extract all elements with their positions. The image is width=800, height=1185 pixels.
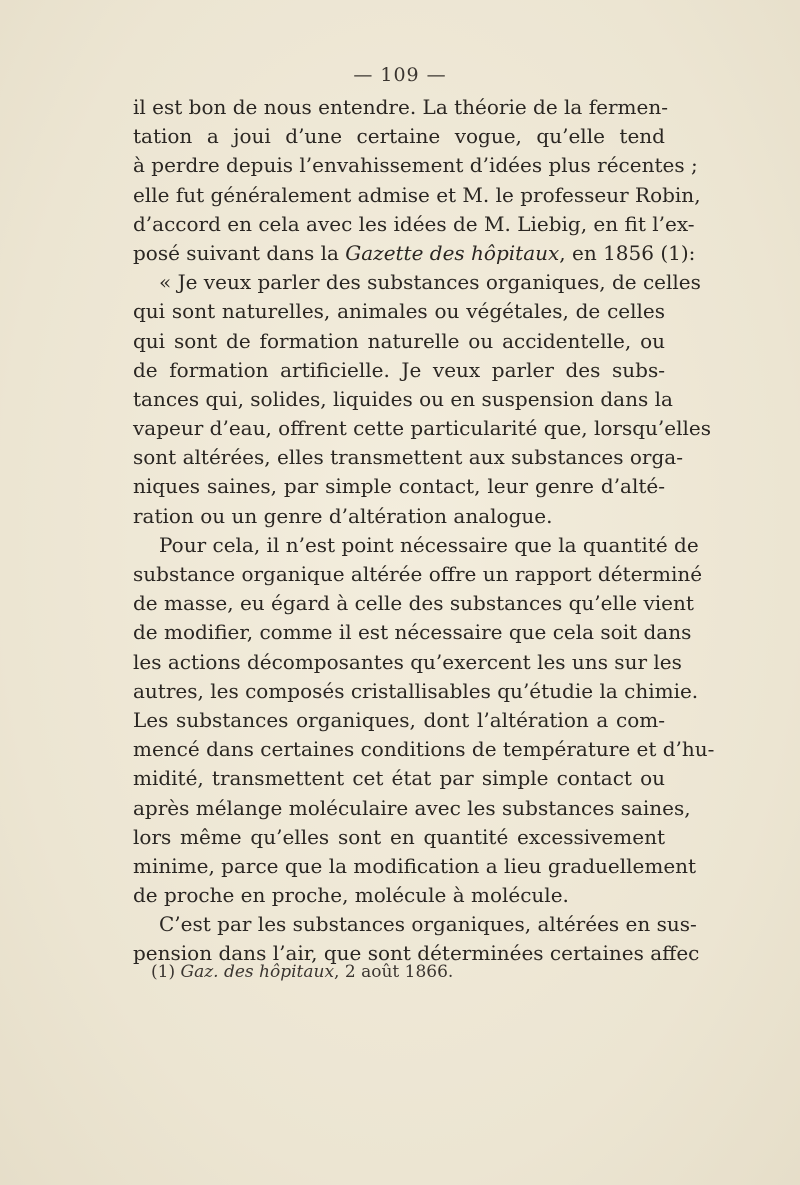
footnote-source: Gaz. des hôpitaux <box>180 962 335 982</box>
footnote <box>151 962 453 982</box>
text-line: autres, les composés cristallisables qu’étudie la chimie. <box>133 678 699 703</box>
page-number: — 109 — <box>353 64 447 86</box>
text-line: de proche en proche, molécule à molécule. <box>133 883 569 908</box>
text-line: les actions décomposantes qu’exercent les uns sur les <box>133 649 682 674</box>
text-line: qui sont naturelles, animales ou végétales, de celles <box>133 299 665 324</box>
text-line: pension dans l’air, que sont déterminées certaines affec <box>133 941 700 966</box>
text-line: il est bon de nous entendre. La théorie de la fermen- <box>133 95 668 119</box>
text-line: substance organique altérée offre un rapport déterminé <box>133 562 703 586</box>
text-line-citation <box>133 239 696 268</box>
text-line: à perdre depuis l’envahissement d’idées plus récentes ; <box>133 153 698 178</box>
text-line: de modifier, comme il est nécessaire que cela soit dans <box>133 620 692 645</box>
text-line: elle fut généralement admise et M. le professeur Robin, <box>133 182 701 207</box>
text-line: de formation artificielle. Je veux parler des subs- <box>133 357 665 382</box>
text-line: minime, parce que la modification a lieu graduellement <box>133 853 697 878</box>
text-line: niques saines, par simple contact, leur genre d’alté- <box>133 474 665 499</box>
text-line: lors même qu’elles sont en quantité excessivement <box>133 824 665 849</box>
text-line: qui sont de formation naturelle ou accidentelle, ou <box>133 328 665 353</box>
text-line: d’accord en cela avec les idées de M. Liebig, en fit l’ex- <box>133 211 695 236</box>
citation-post: , en 1856 (1): <box>559 240 696 265</box>
text-line: Les substances organiques, dont l’altération a com- <box>133 707 665 732</box>
text-line: Pour cela, il n’est point nécessaire que la quantité de <box>159 532 699 557</box>
body-text <box>133 93 715 969</box>
journal-title: Gazette des hôpitaux <box>345 240 560 265</box>
text-line: ration ou un genre d’altération analogue. <box>133 503 553 528</box>
text-line: vapeur d’eau, offrent cette particularité que, lorsqu’elles <box>133 416 711 441</box>
citation-pre: posé suivant dans la <box>133 240 346 265</box>
text-line: mencé dans certaines conditions de température et d’hu- <box>133 737 715 762</box>
text-line: sont altérées, elles transmettent aux substances orga- <box>133 445 683 470</box>
text-line: tation a joui d’une certaine vogue, qu’elle tend <box>133 124 665 149</box>
text-line: tances qui, solides, liquides ou en suspension dans la <box>133 386 673 411</box>
text-line: « Je veux parler des substances organiques, de celles <box>159 270 701 295</box>
text-line: C’est par les substances organiques, altérées en sus- <box>159 912 697 937</box>
text-line: de masse, eu égard à celle des substances qu’elle vient <box>133 591 694 616</box>
text-line: midité, transmettent cet état par simple contact ou <box>133 766 665 791</box>
footnote-date: , 2 août 1866. <box>334 962 454 982</box>
text-line: après mélange moléculaire avec les substances saines, <box>133 795 691 820</box>
footnote-marker: (1) <box>151 962 181 982</box>
